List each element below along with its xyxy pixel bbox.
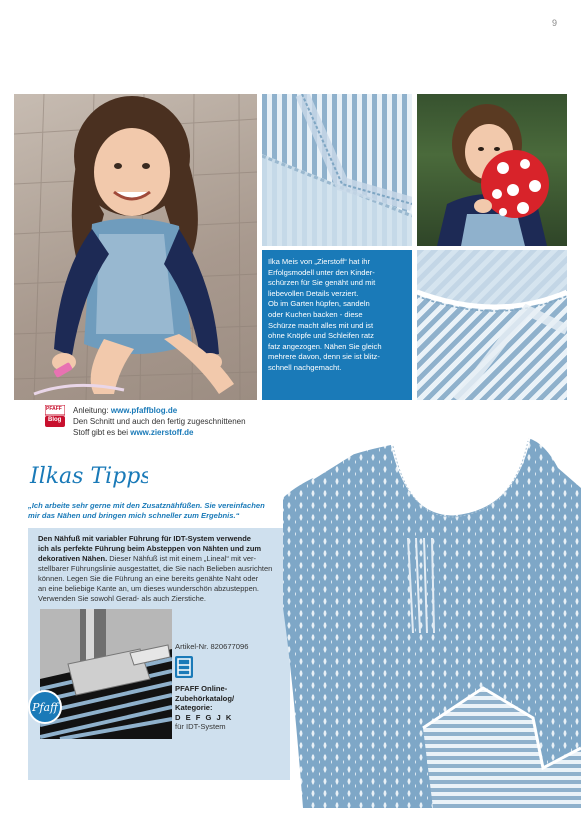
pfaff-blog-logo-text: PFAFF [46, 406, 62, 412]
apron-photo [283, 428, 581, 808]
intro-line: Ob im Garten hüpfen, sandeln [268, 299, 370, 309]
pfaff-blog-logo-sub: Blog [48, 417, 62, 423]
schnitt-line: Den Schnitt und auch den fertig zugeschnittenen [73, 417, 246, 426]
intro-text-box [262, 250, 412, 400]
catalog-icon-glyph [175, 656, 193, 678]
product-description [38, 534, 286, 604]
prod-bold: Den Nähfuß mit variabler Führung für IDT-System verwende [38, 534, 251, 543]
prod-text: Dieser Nähfuß ist mit einem „Lineal“ mit ver- [107, 554, 256, 563]
article-number: Artikel-Nr. 820677096 [175, 642, 249, 651]
quote-line: „Ich arbeite sehr gerne mit den Zusatznähfüßen. Sie vereinfachen [28, 501, 265, 510]
photo-fabric-detail-pintucks [262, 94, 412, 246]
intro-line: mehrere davon, denn sie ist blitz- [268, 352, 380, 362]
presser-foot-photo [40, 609, 172, 739]
photo-fabric-detail-lace [417, 250, 567, 400]
pfaff-badge-logo: Pfaff [28, 690, 62, 724]
catalog-icon [175, 656, 193, 678]
photo-girl-chalk [14, 94, 257, 400]
photo-girl-with-ball [417, 94, 567, 246]
prod-line: stellbarer Führungslinie ausgestattet, die Sie nach Belieben ausrichten [38, 564, 273, 573]
prod-bold: ich als perfekte Führung beim Absteppen von Nähten und zum [38, 544, 262, 553]
blog-info [73, 405, 273, 438]
intro-line: Erfolgsmodell unter den Kinder- [268, 267, 375, 277]
prod-line: an eine beliebige Kante an, um dieses wunderschön abzusteppen. [38, 584, 259, 593]
prod-line: Verwenden Sie sowohl Gerad- als auch Zierstiche. [38, 594, 207, 603]
page-number: 9 [551, 18, 557, 28]
pfaff-blog-logo [45, 405, 65, 427]
intro-line: fatz angezogen. Nähen Sie gleich [268, 341, 382, 351]
tips-title [28, 455, 148, 495]
photo-girl-with-ball-illustration [417, 94, 567, 246]
intro-line: ohne Knöpfe und Schleifen ratz [268, 331, 374, 341]
catalog-info [175, 684, 285, 732]
catalog-bold: Zubehörkatalog/ [175, 693, 235, 703]
fabric-detail-overlay [262, 94, 412, 246]
intro-line: schürzen für Sie genäht und mit [268, 278, 376, 288]
tips-quote [28, 501, 288, 521]
catalog-last: für IDT-System [175, 722, 226, 732]
photo-girl-chalk-illustration [14, 94, 257, 400]
intro-line: Schürze macht alles mit und ist [268, 320, 374, 330]
presser-foot-illustration [40, 609, 172, 739]
pfaffblog-link[interactable]: www.pfaffblog.de [110, 406, 178, 415]
catalog-bold: PFAFF Online- [175, 684, 228, 693]
schnitt-prefix: Stoff gibt es bei [73, 428, 128, 437]
intro-line: Ilka Meis von „Zierstoff“ hat ihr [268, 257, 370, 266]
tips-title-lettering [28, 455, 148, 495]
tips-title-text: Ilkas Tipps! [30, 464, 148, 489]
zierstoff-link[interactable]: www.zierstoff.de [130, 428, 194, 437]
intro-line: liebevollen Details verziert. [268, 288, 359, 298]
anleitung-label: Anleitung: [73, 406, 109, 415]
catalog-bold: Kategorie: [175, 703, 213, 713]
quote-line: mir das Nähen und bringen mich schneller zum Ergebnis.“ [28, 511, 240, 520]
catalog-letters: D E F G J K [175, 712, 233, 722]
apron-illustration [283, 428, 581, 808]
fabric-lace-overlay [417, 250, 567, 400]
intro-line: oder Kuchen backen - diese [268, 309, 363, 319]
prod-line: können. Legen Sie die Führung an eine bereits genähte Naht oder [38, 574, 259, 583]
prod-bold: dekorativen Nähen. [38, 554, 108, 563]
intro-line: schnell nachgemacht. [268, 362, 342, 372]
